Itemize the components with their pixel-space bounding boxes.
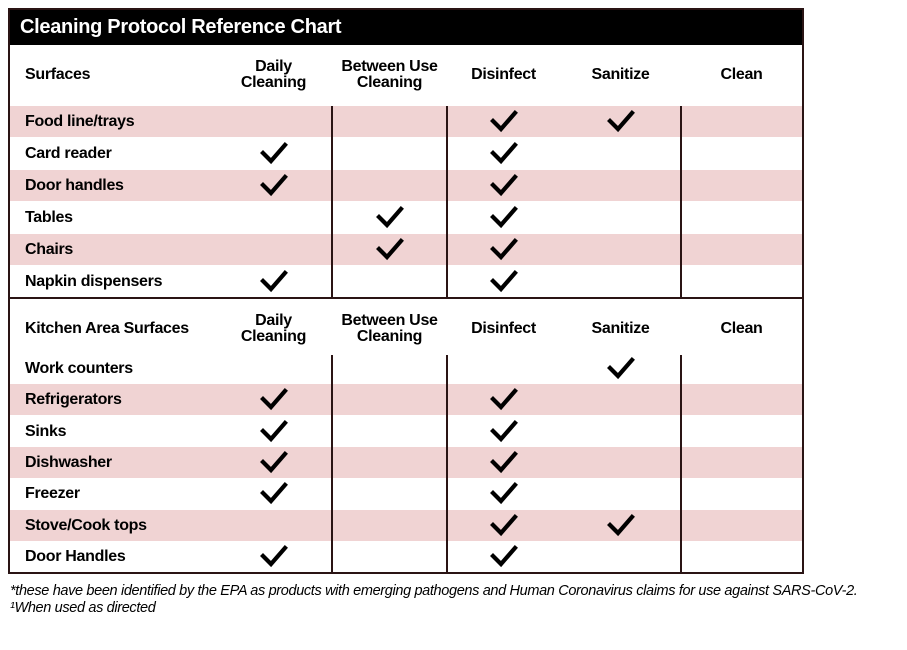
checkmark-icon: [260, 450, 288, 474]
column-rule: [446, 106, 448, 297]
column-header: Disinfect: [471, 320, 536, 337]
checkmark-icon: [490, 269, 518, 293]
checkmark-icon: [490, 173, 518, 197]
checkmark-icon: [490, 237, 518, 261]
checkmark-icon: [260, 173, 288, 197]
chart-title: Cleaning Protocol Reference Chart: [20, 16, 342, 38]
table-row: [10, 478, 802, 509]
checkmark-icon: [376, 205, 404, 229]
table-row: [10, 353, 802, 384]
row-label: Stove/Cook tops: [25, 516, 147, 534]
section-header-1: [10, 45, 802, 105]
checkmark-icon: [376, 237, 404, 261]
column-rule: [680, 106, 682, 297]
section-title: Kitchen Area Surfaces: [25, 320, 189, 337]
checkmark-icon: [607, 109, 635, 133]
footnote-epa: *these have been identified by the EPA as products with emerging pathogens and Human Coronavirus claims for use against SARS-CoV-2.: [10, 583, 858, 599]
table-row: [10, 266, 802, 297]
column-rule: [331, 106, 333, 297]
checkmark-icon: [260, 419, 288, 443]
table-row: [10, 384, 802, 415]
row-label: Dishwasher: [25, 453, 112, 471]
checkmark-icon: [260, 387, 288, 411]
section-title: Surfaces: [25, 66, 91, 83]
checkmark-icon: [607, 513, 635, 537]
footnotes: [10, 583, 905, 617]
table-row: [10, 202, 802, 233]
checkmark-icon: [607, 356, 635, 380]
row-label: Freezer: [25, 485, 80, 503]
table-row: [10, 416, 802, 447]
row-label: Napkin dispensers: [25, 273, 163, 290]
row-label: Card reader: [25, 145, 112, 162]
checkmark-icon: [490, 387, 518, 411]
table-row: [10, 541, 802, 572]
column-header: Between Use Cleaning: [341, 58, 438, 91]
row-label: Chairs: [25, 241, 73, 258]
row-label: Tables: [25, 209, 73, 226]
row-label: Refrigerators: [25, 391, 122, 409]
row-label: Door Handles: [25, 547, 126, 565]
checkmark-icon: [490, 513, 518, 537]
column-rule: [446, 355, 448, 572]
column-header: Between Use Cleaning: [341, 312, 438, 345]
section-divider: [10, 297, 802, 299]
column-header: Sanitize: [591, 66, 650, 83]
column-header: Disinfect: [471, 66, 536, 83]
table-row: [10, 510, 802, 541]
title-bar: [10, 10, 802, 45]
table-row: [10, 234, 802, 265]
column-rule: [680, 355, 682, 572]
checkmark-icon: [260, 544, 288, 568]
checkmark-icon: [490, 419, 518, 443]
table-row: [10, 138, 802, 169]
row-label: Door handles: [25, 177, 124, 194]
row-label: Work counters: [25, 360, 133, 377]
table-row: [10, 106, 802, 137]
column-header: Clean: [720, 66, 763, 83]
checkmark-icon: [490, 481, 518, 505]
column-header: Clean: [720, 320, 763, 337]
checkmark-icon: [260, 481, 288, 505]
table-row: [10, 447, 802, 478]
checkmark-icon: [260, 269, 288, 293]
column-rule: [331, 355, 333, 572]
checkmark-icon: [490, 109, 518, 133]
table-row: [10, 170, 802, 201]
column-header: Daily Cleaning: [240, 58, 307, 91]
checkmark-icon: [490, 450, 518, 474]
checkmark-icon: [260, 141, 288, 165]
column-header: Daily Cleaning: [240, 312, 307, 345]
checkmark-icon: [490, 141, 518, 165]
checkmark-icon: [490, 544, 518, 568]
footnote-directed: ¹When used as directed: [10, 600, 156, 616]
row-label: Food line/trays: [25, 113, 135, 130]
column-header: Sanitize: [591, 320, 650, 337]
checkmark-icon: [490, 205, 518, 229]
cleaning-protocol-chart: [8, 8, 804, 574]
row-label: Sinks: [25, 422, 67, 440]
section-header-2: [10, 299, 802, 359]
